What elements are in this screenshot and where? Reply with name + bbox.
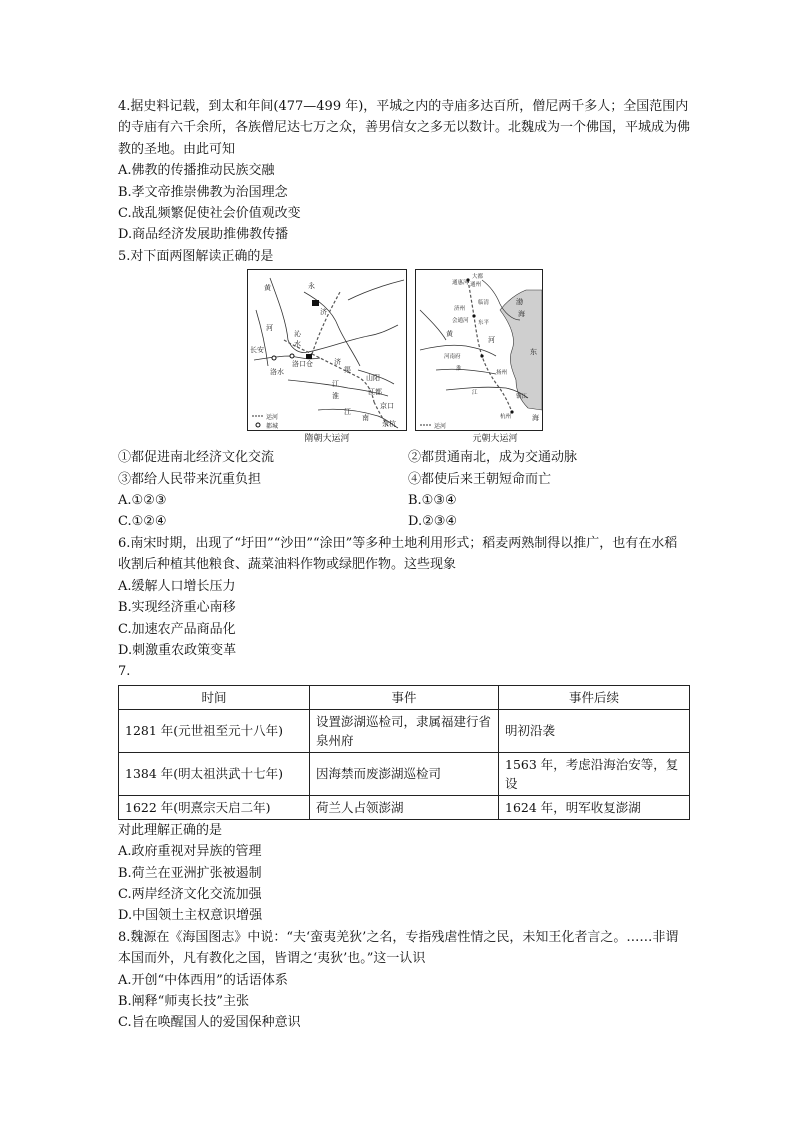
yuan-map-label: 江 <box>472 390 478 397</box>
sui-map-label: 江都 <box>368 388 382 397</box>
q5-option-d: D.②③④ <box>408 514 458 530</box>
table-cell: 1384 年(明太祖洪武十七年) <box>119 752 310 795</box>
table-header: 时间 <box>119 685 310 709</box>
yuan-map-label: 东 <box>530 348 537 357</box>
sui-map-label: 余杭 <box>382 420 396 429</box>
q5-statement-2: ②都贯通南北，成为交通动脉 <box>408 450 578 466</box>
exam-page <box>118 96 690 1034</box>
legend-capital: 都城 <box>266 423 279 431</box>
yuan-map-label: 河 <box>488 336 495 345</box>
q6-stem: 6.南宋时期，出现了“圩田”“沙田”“涂田”等多种土地利用形式；稻麦两熟制得以推广，也有在水稻收割后种植其他粮食、蔬菜油料作物或绿肥作物。这些现象 <box>118 535 678 573</box>
q4-option-b: B.孝文帝推崇佛教为治国理念 <box>118 184 288 200</box>
yuan-map-label: 渤 <box>516 298 523 307</box>
yuan-map-label: 镇江 <box>516 394 528 401</box>
yuan-map-label: 济州 <box>454 306 466 313</box>
sui-map-label: 济 <box>334 358 341 367</box>
table-row <box>119 709 690 752</box>
yuan-map-label: 杭州 <box>500 414 512 421</box>
yuan-map-caption: 元朝大运河 <box>472 434 518 445</box>
legend-canal: 运河 <box>266 414 279 422</box>
sui-map-label: 济 <box>320 308 327 317</box>
sui-map-label: 江 <box>332 380 339 389</box>
yuan-canal-map <box>415 269 575 445</box>
q7-number: 7. <box>118 664 131 680</box>
q5-statements-row-1 <box>118 447 690 468</box>
sui-map-label: 山阳 <box>366 374 380 383</box>
yuan-map-legend <box>420 422 446 430</box>
table-cell: 1281 年(元世祖至元十八年) <box>119 709 310 752</box>
sui-map-label: 长安 <box>250 346 264 355</box>
sui-map-label: 水 <box>294 340 301 349</box>
yuan-map-label: 扬州 <box>496 370 508 377</box>
table-header: 事件 <box>310 685 499 709</box>
sui-map-legend <box>252 413 278 430</box>
sui-map-label: 洛口仓 <box>292 360 313 369</box>
q5-stem: 5.对下面两图解读正确的是 <box>118 248 274 264</box>
yuan-map-label: 通州 <box>470 282 482 289</box>
q4-option-a: A.佛教的传播推动民族交融 <box>118 163 275 179</box>
sui-map-label: 南 <box>362 414 369 423</box>
yuan-map-label: 通惠河 <box>452 280 469 287</box>
q5-options-row-1 <box>118 490 690 511</box>
yuan-map-label: 大都 <box>472 274 484 281</box>
table-cell: 1563 年，考虑沿海治安等，复设 <box>499 752 690 795</box>
q5-options-row-2 <box>118 511 690 532</box>
sui-canal-map <box>247 269 407 445</box>
q6-option-c: C.加速农产品商品化 <box>118 621 236 637</box>
table-row <box>119 795 690 819</box>
table-cell: 荷兰人占领澎湖 <box>310 795 499 819</box>
table-row <box>119 752 690 795</box>
sui-canal-map-figure <box>247 269 407 431</box>
q6-option-b: B.实现经济重心南移 <box>118 600 236 616</box>
q5-option-a: A.①②③ <box>118 493 167 509</box>
table-header: 事件后续 <box>499 685 690 709</box>
yuan-map-label: 河南府 <box>444 354 461 361</box>
yuan-map-label: 海 <box>532 414 539 423</box>
q6-option-a: A.缓解人口增长压力 <box>118 578 236 594</box>
table-cell: 设置澎湖巡检司，隶属福建行省泉州府 <box>310 709 499 752</box>
yuan-map-label: 东平 <box>478 320 490 327</box>
q8-option-c: C.旨在唤醒国人的爱国保种意识 <box>118 1015 301 1031</box>
q5-statement-1: ①都促进南北经济文化交流 <box>118 450 275 466</box>
q5-option-c: C.①②④ <box>118 514 167 530</box>
q7-option-a: A.政府重视对异族的管理 <box>118 844 262 860</box>
table-cell: 因海禁而废澎湖巡检司 <box>310 752 499 795</box>
sui-map-label: 洛水 <box>270 368 284 377</box>
q8-option-a: A.开创“中体西用”的话语体系 <box>118 972 288 988</box>
legend-canal: 运河 <box>434 423 447 431</box>
q5-statement-4: ④都使后来王朝短命而亡 <box>408 471 552 487</box>
sui-map-label: 黄 <box>264 284 271 293</box>
q7-stem: 对此理解正确的是 <box>118 822 223 838</box>
sui-map-caption: 隋朝大运河 <box>304 434 350 445</box>
table-header-row <box>119 685 690 709</box>
yuan-map-label: 会通河 <box>452 318 469 325</box>
sui-map-label: 永 <box>308 282 315 291</box>
sui-map-label: 渠 <box>344 366 351 375</box>
yuan-canal-map-figure <box>415 269 543 431</box>
q7-option-b: B.荷兰在亚洲扩张被遏制 <box>118 865 262 881</box>
q5-statements-row-2 <box>118 469 690 490</box>
sui-map-label: 河 <box>266 324 273 333</box>
q7-option-c: C.两岸经济文化交流加强 <box>118 886 262 902</box>
table-cell: 明初沿袭 <box>499 709 690 752</box>
q8-stem: 8.魏源在《海国图志》中说：“夫‘蛮夷羌狄’之名，专指残虐性情之民，未知王化者言之。……非谓本国而外，凡有教化之国，皆谓之‘夷狄’也。”这一认识 <box>118 929 679 967</box>
q5-maps <box>118 269 690 445</box>
sui-map-label: 京口 <box>380 402 394 411</box>
yuan-map-label: 黄 <box>446 330 453 339</box>
q7-option-d: D.中国领土主权意识增强 <box>118 908 263 924</box>
sui-map-label: 淮 <box>332 392 339 401</box>
q5-option-b: B.①③④ <box>408 493 457 509</box>
q4-stem: 4.据史料记载，到太和年间(477—499 年)，平城之内的寺庙多达百所，僧尼两千多人；全国范围内的寺庙有六千余所，各族僧尼达七万之众，善男信女之多无以数计。北魏成为一个佛国，平城成为佛教的圣地。由此可知 <box>118 99 691 157</box>
q6-option-d: D.刺激重农政策变革 <box>118 642 237 658</box>
sui-map-label: 江 <box>344 408 351 417</box>
q4-option-c: C.战乱频繁促使社会价值观改变 <box>118 206 301 222</box>
q7-table <box>118 685 690 820</box>
sui-map-label: 沁 <box>294 330 301 339</box>
table-cell: 1624 年，明军收复澎湖 <box>499 795 690 819</box>
yuan-map-label: 海 <box>518 310 525 319</box>
table-cell: 1622 年(明熹宗天启二年) <box>119 795 310 819</box>
q8-option-b: B.阐释“师夷长技”主张 <box>118 993 249 1009</box>
yuan-map-label: 临清 <box>478 300 490 307</box>
q4-option-d: D.商品经济发展助推佛教传播 <box>118 227 289 243</box>
yuan-map-label: 淮 <box>456 366 462 373</box>
q5-statement-3: ③都给人民带来沉重负担 <box>118 471 262 487</box>
